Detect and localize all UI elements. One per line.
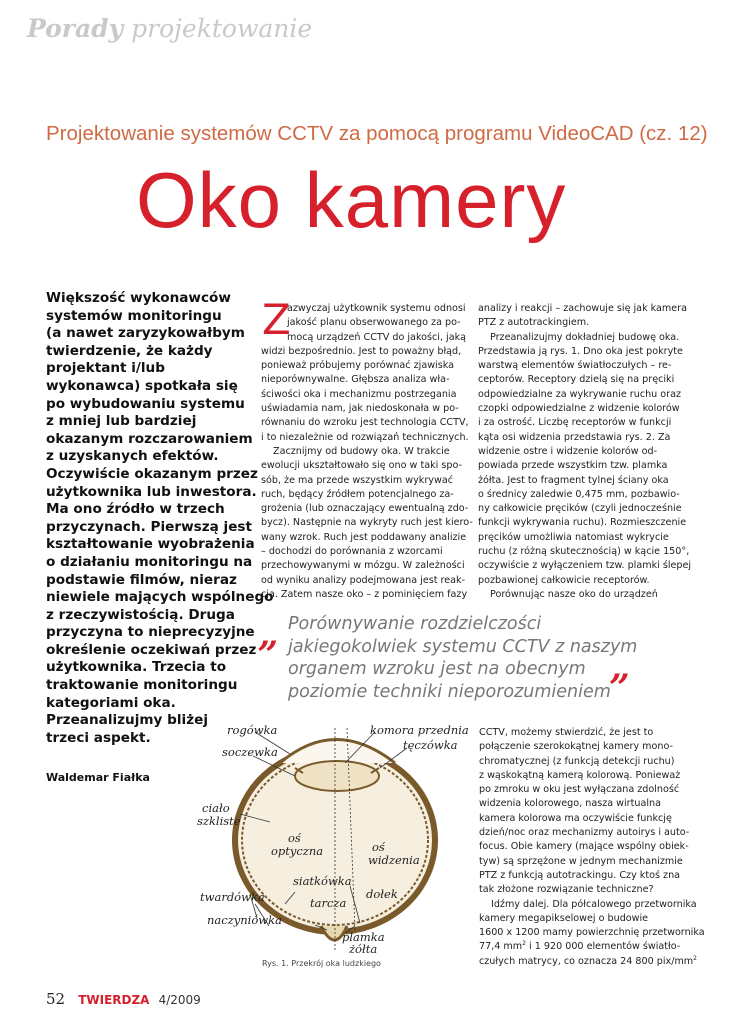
body-text: czułych matrycy, co oznacza 24 800 pix/mm	[479, 955, 694, 967]
text-line: chromatycznej (z funkcją detekcji ruchu)	[479, 755, 675, 767]
section-word-1: Porady	[27, 14, 124, 43]
article-title: Oko kamery	[136, 156, 567, 244]
text-line: niewiele mających wspólnego	[46, 589, 274, 606]
body-column-2	[261, 302, 473, 602]
label-os-optyczna-1: oś	[288, 831, 301, 845]
text-line: analizy i reakcji – zachowuje się jak kamera	[478, 303, 688, 314]
text-line: PTZ z funkcją autotrackingu. Czy ktoś zna	[479, 869, 681, 881]
text-line: równaniu do wzroku jest technologia CCTV,	[261, 417, 469, 429]
text-line: ceptorów. Receptory dzielą się na pręciki	[478, 374, 675, 386]
text-line: ściwości oka i mechanizmu postrzegania	[261, 388, 457, 400]
issue-number: 4/2009	[158, 993, 201, 1007]
body-text: i 1 920 000 elementów światło-	[525, 941, 681, 953]
text-line: systemów monitoringu	[46, 307, 222, 324]
text-line: odpowiedzialne za wykrywanie ruchu oraz	[478, 388, 682, 400]
text-line: pozbawionej całkowicie receptorów.	[478, 574, 650, 586]
article-subtitle: Projektowanie systemów CCTV za pomocą programu VideoCAD (cz. 12)	[46, 122, 708, 145]
text-line: ruchu (z różną skutecznością) w kącie 150°,	[478, 546, 690, 558]
text-line: określenie oczekiwań przez	[46, 641, 257, 658]
text-line: żółta. Jest to fragment tylnej ściany oka	[478, 474, 669, 486]
text-line: Idźmy dalej. Dla półcalowego przetwornika	[491, 898, 697, 910]
text-line: połączenie szerokokątnej kamery mono-	[479, 741, 673, 753]
text-line: Przeanalizujmy bliżej	[46, 712, 208, 729]
text-line: czopki odpowiedzialne z widzenie kolorów	[478, 403, 680, 415]
text-line: przyczyna to nieprecyzyjne	[46, 624, 255, 641]
page-number: 52	[46, 990, 66, 1008]
text-line: ponieważ próbujemy porównać zjawiska	[261, 360, 454, 372]
pull-quote	[288, 613, 637, 703]
text-line: Oczywiście okazanym przez	[46, 465, 258, 482]
label-dolek: dołek	[366, 887, 398, 901]
label-plamka: plamka	[342, 930, 385, 944]
superscript: 2	[522, 940, 526, 948]
text-line: warstwą elementów światłoczułych – re-	[478, 360, 672, 372]
text-line: o średnicy zaledwie 0,475 mm, pozbawio-	[478, 488, 680, 500]
text-line: od wyniku analizy podejmowana jest reak-	[261, 574, 466, 586]
text-line: po zmroku w oku jest wyłączana zdolność	[479, 784, 680, 796]
label-siatkowka: siatkówka	[293, 874, 352, 888]
section-header	[27, 14, 312, 43]
cornea-shape	[280, 740, 395, 764]
text-line: oczywiście z wyłączeniem tzw. plamki ślepej	[478, 560, 692, 572]
label-os-widzenia-2: widzenia	[368, 853, 420, 867]
text-line: użytkownika. Trzecia to	[46, 659, 227, 676]
body-line	[479, 955, 705, 969]
text-line: o działaniu monitoringu na	[46, 553, 253, 570]
text-line: Ma ono źródło w trzech	[46, 501, 225, 518]
text-line: kształtowanie wyobrażenia	[46, 536, 255, 553]
text-line: ewolucji ukształtowało się ono w taki spo-	[261, 460, 462, 472]
label-szkliste: szkliste	[197, 814, 241, 828]
text-line: kamery megapikselowej o budowie	[479, 912, 649, 924]
label-rogowka: rogówka	[227, 723, 278, 737]
page-footer	[46, 989, 201, 1008]
text-line: Przeanalizujmy dokładniej budowę oka.	[490, 331, 680, 343]
text-line: przyczynach. Pierwszą jest	[46, 518, 253, 535]
text-line: focus. Obie kamery (mające wspólny obiek-	[479, 841, 689, 853]
text-line: tyw) są sprzężone w jednym mechanizmie	[479, 855, 683, 867]
text-line: z rzeczywistością. Druga	[46, 606, 235, 623]
author-name: Waldemar Fiałka	[46, 771, 150, 784]
body-line	[479, 940, 705, 954]
label-tarcza: tarcza	[310, 896, 347, 910]
quote-close-mark: ”	[609, 667, 630, 709]
text-line: użytkownika lub inwestora.	[46, 483, 257, 500]
text-line: (a nawet zaryzykowałbym	[46, 325, 245, 342]
drop-cap: Z	[262, 295, 291, 344]
text-line: i to niezależnie od rozwiązań technicznych.	[261, 431, 469, 443]
text-line: poziomie techniki nieporozumieniem	[288, 681, 611, 702]
text-line: sób, że ma przede wszystkim wykrywać	[261, 474, 453, 486]
text-line: podstawie filmów, nieraz	[46, 571, 237, 588]
body-text: 77,4 mm	[479, 941, 523, 953]
label-soczewka: soczewka	[222, 745, 278, 759]
body-column-4	[479, 726, 705, 969]
text-line: projektant i/lub	[46, 360, 165, 377]
text-line: CCTV, możemy stwierdzić, że jest to	[479, 727, 654, 738]
text-line: Zacznijmy od budowy oka. W trakcie	[273, 445, 450, 457]
text-line: okazanym rozczarowaniem	[46, 430, 253, 447]
text-line: uświadamia nam, jak niedoskonała w po-	[261, 403, 459, 415]
text-line: cja. Zatem nasze oko – z pominięciem fazy	[261, 588, 468, 600]
text-line: przechowywanymi w mózgu. W zależności	[261, 560, 465, 572]
text-line: Przedstawia ją rys. 1. Dno oka jest pokryte	[478, 345, 683, 357]
text-line: Porównując nasze oko do urządzeń	[490, 588, 658, 600]
text-line: organem wzroku jest na obecnym	[288, 659, 586, 679]
text-line: widzi bezpośrednio. Jest to poważny błąd,	[261, 345, 462, 357]
text-line: powiada przede wszystkim tzw. plamka	[478, 460, 668, 472]
text-line: – dochodzi do porównania z wzorcami	[261, 546, 443, 558]
quote-open-mark: „	[258, 613, 279, 655]
eye-cross-section-diagram	[195, 718, 475, 958]
figure-caption: Rys. 1. Przekrój oka ludzkiego	[262, 959, 381, 968]
label-os-widzenia-1: oś	[372, 840, 385, 854]
label-teczowka: tęczówka	[403, 738, 458, 752]
text-line: pręcików umożliwia natomiast wykrycie	[478, 531, 669, 543]
text-line: jakość planu obserwowanego za po-	[287, 317, 461, 329]
text-line: jakiegokolwiek systemu CCTV z naszym	[288, 636, 638, 657]
text-line: wykonawca) spotkała się	[46, 377, 238, 394]
label-cialo: ciało	[202, 801, 230, 815]
text-line: bycz). Następnie na wykryty ruch jest kiero-	[261, 517, 473, 529]
label-komora: komora przednia	[370, 723, 469, 737]
lens-shape	[295, 761, 379, 791]
text-line: traktowanie monitoringu	[46, 677, 238, 694]
text-line: mocą urządzeń CCTV do jakości, jaką	[287, 331, 467, 343]
text-line: ruch, będący źródłem potencjalnego za-	[261, 488, 454, 500]
text-line: i za ostrość. Liczbę receptorów w funkcji	[478, 417, 672, 429]
magazine-name: TWIERDZA	[78, 993, 150, 1007]
text-line: kąta osi widzenia przedstawia rys. 2. Za	[478, 431, 671, 443]
text-line: dzień/noc oraz mechanizmy autoirys i auto-	[479, 827, 690, 839]
label-os-optyczna-2: optyczna	[271, 844, 324, 858]
text-line: grożenia (lub oznaczający ewentualną zdo-	[261, 503, 469, 515]
text-line: widzenia kolorowego, nasza wirtualna	[479, 798, 661, 810]
superscript: 2	[693, 954, 697, 962]
text-line: trzeci aspekt.	[46, 729, 151, 746]
text-line: twierdzenie, że każdy	[46, 342, 213, 359]
label-twardowka: twardówka	[200, 890, 265, 904]
label-naczyniowka: naczyniówka	[207, 913, 282, 927]
text-line: funkcji wykrywania ruchu). Rozmieszczenie	[478, 517, 687, 529]
text-line: wany wzrok. Ruch jest poddawany analizie	[261, 531, 467, 543]
text-line: kategoriami oka.	[46, 694, 176, 711]
text-line: widzenie ostre i widzenie kolorów od-	[478, 445, 658, 457]
text-line: z mniej lub bardziej	[46, 413, 197, 430]
text-line: kamera kolorowa ma oczywiście funkcję	[479, 812, 672, 824]
text-line: Większość wykonawców	[46, 290, 231, 306]
text-line: nieporównywalne. Głębsza analiza wła-	[261, 374, 450, 386]
text-line: ny całkowicie pręcików (czyli jednocześnie	[478, 503, 682, 515]
text-line: po wybudowaniu systemu	[46, 395, 245, 412]
label-zolta: żółta	[349, 942, 378, 956]
text-line: z uzyskanych efektów.	[46, 448, 219, 465]
body-column-3	[478, 302, 691, 602]
text-line: z wąskokątną kamerą kolorową. Ponieważ	[479, 769, 681, 781]
text-line: PTZ z autotrackingiem.	[478, 317, 590, 329]
text-line: tak złożone rozwiązanie techniczne?	[479, 884, 654, 896]
text-line: azwyczaj użytkownik systemu odnosi	[287, 303, 466, 314]
text-line: 1600 x 1200 mamy powierzchnię przetwornika	[479, 927, 705, 939]
section-word-2: projektowanie	[131, 14, 313, 43]
text-line: Porównywanie rozdzielczości	[288, 614, 542, 634]
